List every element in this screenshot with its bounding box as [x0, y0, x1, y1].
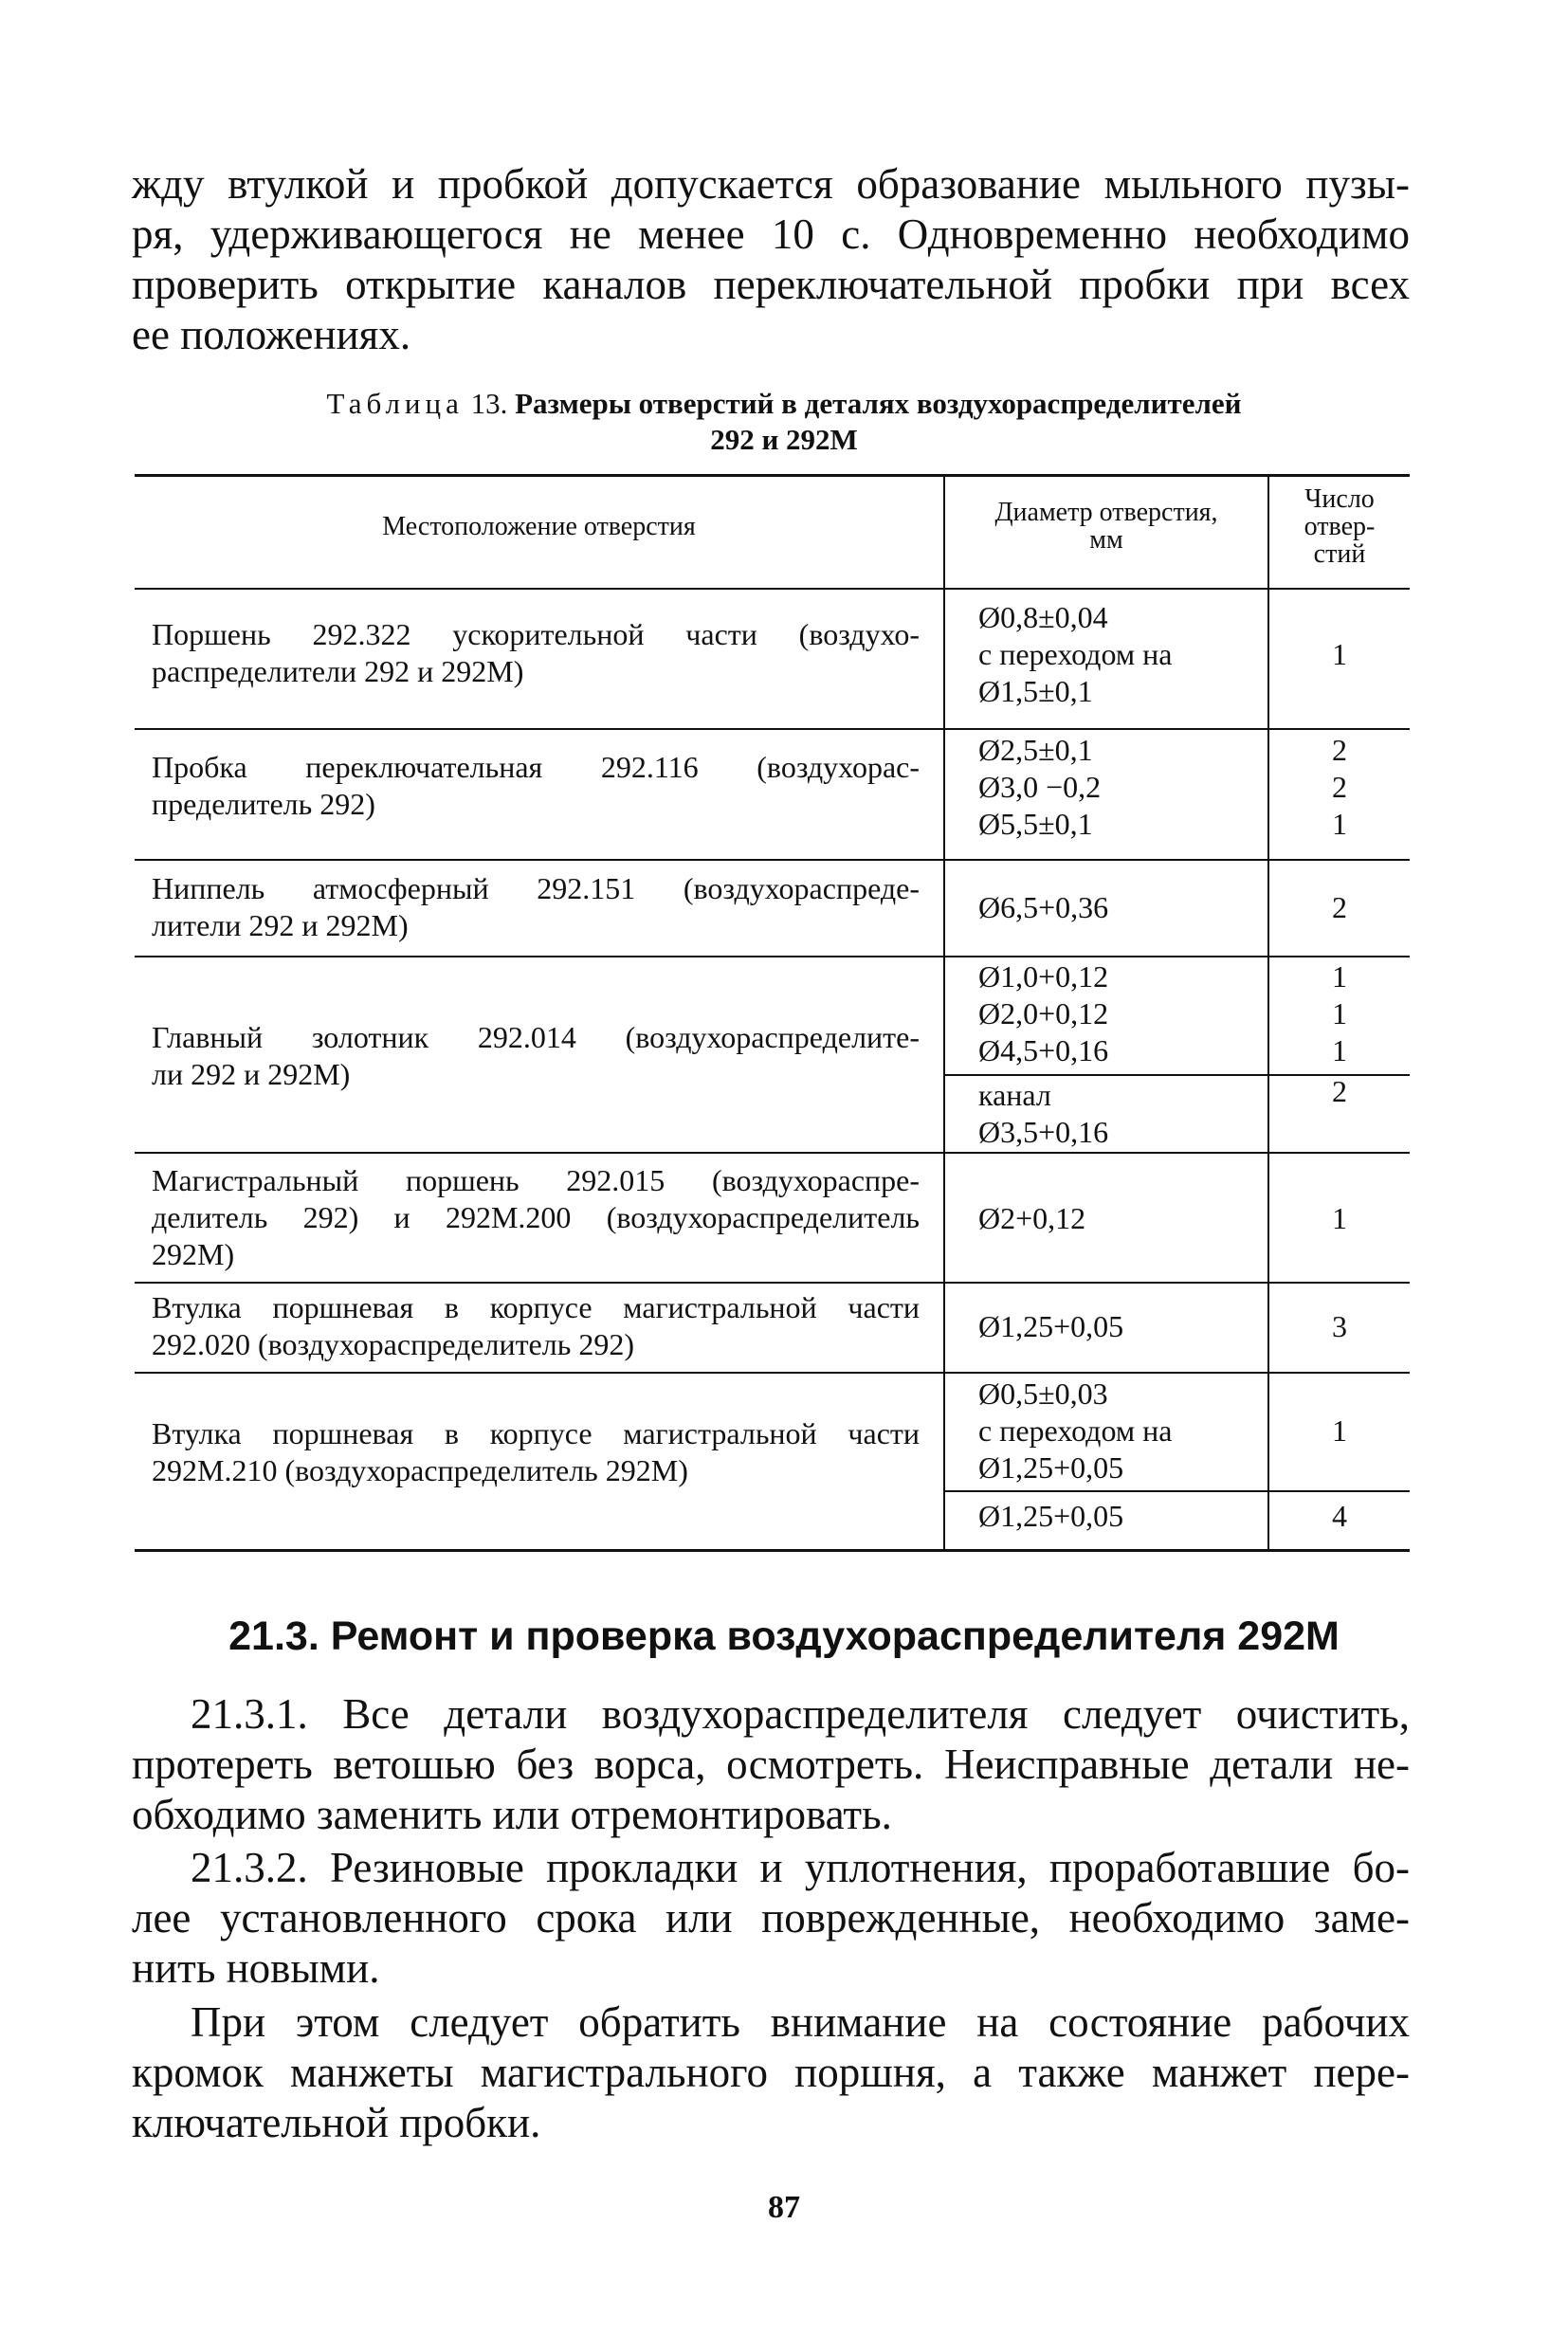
table-row-count [1269, 1200, 1410, 1237]
table-top-rule [135, 474, 1410, 477]
row-divider [135, 1152, 1410, 1154]
table-row-diameter [978, 732, 1263, 843]
diameter-value: Ø1,0+0,12 [978, 959, 1109, 994]
table-row-diameter [978, 599, 1263, 710]
diameter-value: Ø2,0+0,12 [978, 996, 1109, 1030]
diameter-value: Ø2,5±0,1 [978, 733, 1093, 767]
count-value: 4 [1332, 1499, 1347, 1533]
table-row-diameter [978, 958, 1263, 1069]
row-divider [135, 1372, 1410, 1374]
table-row-count [1269, 1413, 1410, 1449]
text-line: При этом следует обратить внимание на состояние рабочих [191, 1998, 1410, 2046]
table-row-diameter [978, 1308, 1263, 1345]
table-row-location [152, 1019, 920, 1093]
count-value: 2 [1332, 770, 1347, 804]
header-count-line: Число [1304, 484, 1375, 514]
section-heading: 21.3. Ремонт и проверка воздухораспределителя 292М [228, 1614, 1340, 1659]
diameter-value: Ø0,8±0,04 [978, 600, 1108, 634]
count-value: 2 [1332, 890, 1347, 924]
diameter-value: Ø5,5±0,1 [978, 807, 1093, 841]
text-line: 21.3.1. Все детали воздухораспределителя следует очистить, [191, 1690, 1410, 1738]
table-bottom-rule [135, 1549, 1410, 1552]
table-row-count [1269, 732, 1410, 843]
table-row-location [152, 1162, 920, 1273]
text-line: нить новыми. [132, 1944, 380, 1992]
table-row-sub-count [1269, 1073, 1410, 1110]
row-divider [135, 728, 1410, 730]
header-count-line: отвер- [1304, 512, 1376, 541]
table-row-location [152, 1289, 920, 1363]
location-line: Пробка переключательная 292.116 (воздухорас- [152, 750, 920, 784]
count-value: 1 [1332, 996, 1347, 1030]
section-paragraph [132, 1997, 1410, 2148]
location-line: Поршень 292.322 ускорительной части (воздухо- [152, 617, 920, 651]
table-row-diameter [978, 1200, 1263, 1237]
diameter-value: канал [978, 1078, 1051, 1112]
header-diameter-line: Диаметр отверстия, [994, 498, 1218, 527]
table-row-count [1269, 958, 1410, 1069]
table-caption-title: Размеры отверстий в деталях воздухораспределителей [515, 387, 1242, 420]
count-value: 2 [1332, 1074, 1347, 1108]
text-line: ключательной пробки. [132, 2099, 541, 2146]
table-row-diameter [978, 889, 1263, 926]
count-value: 1 [1332, 1033, 1347, 1067]
location-line: Втулка поршневая в корпусе магистральной части [152, 1290, 920, 1324]
table-row-location [152, 616, 920, 690]
section-paragraph [132, 1689, 1410, 1840]
table-row-count [1269, 889, 1410, 926]
location-line: ли 292 и 292М) [152, 1057, 351, 1091]
sub-row-divider [944, 1490, 1410, 1492]
table-row-count [1269, 636, 1410, 673]
table-row-location [152, 749, 920, 823]
row-divider [135, 859, 1410, 861]
text-line: проверить открытие каналов переключательной пробки при всех [132, 261, 1410, 308]
diameter-value: Ø4,5+0,16 [978, 1033, 1109, 1067]
table-row-sub-count [1269, 1498, 1410, 1535]
diameter-value: Ø0,5±0,03 [978, 1377, 1108, 1411]
row-divider [135, 956, 1410, 957]
table-row-location [152, 870, 920, 944]
diameter-value: Ø3,0 −0,2 [978, 770, 1102, 804]
text-line: ее положениях. [132, 311, 411, 358]
table-caption-line-2 [0, 422, 1568, 458]
intro-paragraph [132, 159, 1410, 360]
text-line: ря, удерживающегося не менее 10 с. Одновременно необходимо [132, 210, 1410, 258]
page-number: 87 [768, 2190, 800, 2225]
location-line: Главный золотник 292.014 (воздухораспределите- [152, 1020, 920, 1054]
diameter-value: Ø1,5±0,1 [978, 674, 1093, 708]
header-count-line: стий [1313, 539, 1366, 569]
diameter-value: Ø1,25+0,05 [978, 1499, 1124, 1533]
column-divider [943, 474, 945, 1551]
location-line: лители 292 и 292М) [152, 908, 409, 942]
diameter-value: Ø1,25+0,05 [978, 1309, 1124, 1343]
location-line: пределитель 292) [152, 787, 375, 821]
diameter-value: Ø3,5+0,16 [978, 1115, 1109, 1149]
row-divider [135, 1282, 1410, 1284]
text-line: лее установленного срока или поврежденные, необходимо заме- [132, 1894, 1410, 1942]
location-line: 292М) [152, 1237, 235, 1271]
header-diameter-unit: мм [1089, 525, 1123, 555]
count-value: 2 [1332, 733, 1347, 767]
location-line: Магистральный поршень 292.015 (воздухораспре- [152, 1163, 920, 1197]
table-caption [0, 386, 1568, 422]
table-caption-number: 13. [470, 387, 508, 420]
count-value: 3 [1332, 1309, 1347, 1343]
table-header-rule [135, 588, 1410, 590]
table-caption-prefix: Таблица [326, 387, 464, 420]
count-value: 1 [1332, 637, 1347, 671]
location-line: 292М.210 (воздухораспределитель 292М) [152, 1453, 688, 1487]
diameter-value: Ø1,25+0,05 [978, 1450, 1124, 1485]
section-paragraph [132, 1843, 1410, 1994]
table-row-location [152, 1415, 920, 1489]
text-line: кромок манжеты магистрального поршня, а также манжет пере- [132, 2049, 1410, 2096]
table-row-diameter [978, 1376, 1263, 1486]
count-value: 1 [1332, 1201, 1347, 1235]
text-line: 21.3.2. Резиновые прокладки и уплотнения, проработавшие бо- [191, 1844, 1410, 1891]
header-location: Местоположение отверстия [382, 512, 696, 541]
count-value: 1 [1332, 959, 1347, 994]
diameter-value: Ø2+0,12 [978, 1201, 1086, 1235]
table-row-sub-diameter [978, 1498, 1263, 1535]
text-line: жду втулкой и пробкой допускается образование мыльного пузы- [132, 160, 1410, 208]
location-line: Ниппель атмосферный 292.151 (воздухораспреде- [152, 871, 920, 905]
header-diameter [945, 499, 1267, 554]
text-line: протереть ветошью без ворса, осмотреть. Неисправные детали не- [132, 1741, 1410, 1788]
table-caption-title-2: 292 и 292М [710, 423, 858, 456]
count-value: 1 [1332, 1413, 1347, 1448]
location-line: распределители 292 и 292М) [152, 654, 524, 688]
location-line: 292.020 (воздухораспределитель 292) [152, 1327, 634, 1361]
text-line: обходимо заменить или отремонтировать. [132, 1791, 892, 1838]
location-line: делитель 292) и 292М.200 (воздухораспределитель [152, 1200, 920, 1234]
table-row-count [1269, 1308, 1410, 1345]
diameter-value: с переходом на [978, 637, 1173, 671]
location-line: Втулка поршневая в корпусе магистральной части [152, 1416, 920, 1450]
count-value: 1 [1332, 807, 1347, 841]
header-count [1269, 485, 1410, 568]
table-row-sub-diameter [978, 1077, 1263, 1151]
diameter-value: Ø6,5+0,36 [978, 890, 1109, 924]
diameter-value: с переходом на [978, 1413, 1173, 1448]
